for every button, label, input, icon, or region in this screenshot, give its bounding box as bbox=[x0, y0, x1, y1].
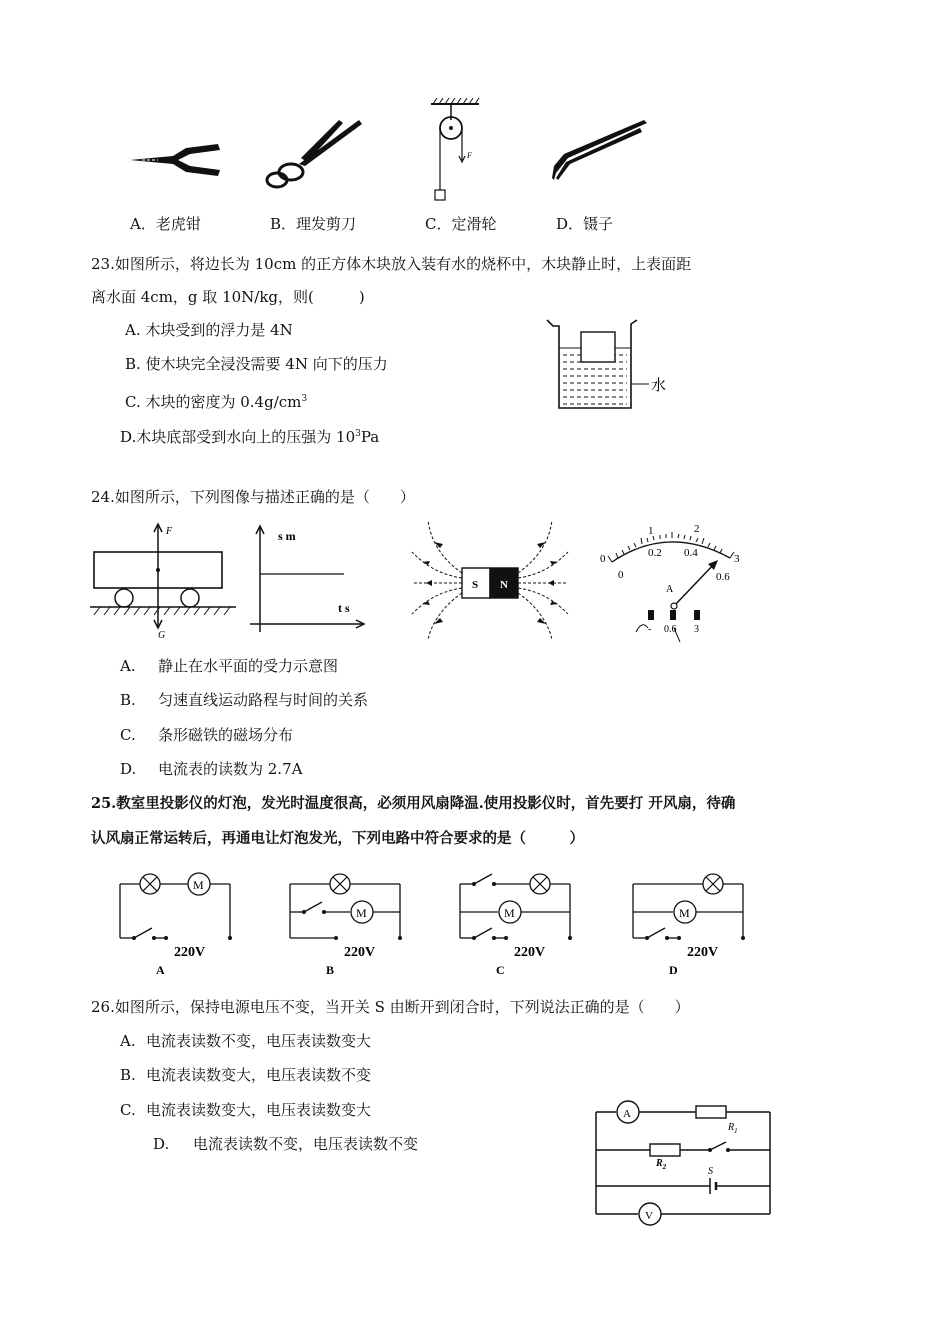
q23-stem-line1: 23.如图所示，将边长为 10cm 的正方体木块放入装有水的烧杯中，木块静止时，上表面距 bbox=[91, 255, 692, 273]
q26-option-d: D. 电流表读数不变，电压表读数不变 bbox=[153, 1135, 419, 1153]
q22-option-c: C．定滑轮 bbox=[425, 215, 497, 233]
inner-scale-0: 0 bbox=[618, 569, 624, 581]
motor-label: M bbox=[504, 906, 515, 920]
inner-scale-04: 0.4 bbox=[684, 547, 698, 559]
pliers-figure bbox=[128, 140, 223, 180]
voltage-label: 220V bbox=[174, 945, 206, 960]
circuit-label: C bbox=[496, 963, 505, 977]
q26-circuit-figure bbox=[590, 1100, 780, 1230]
inner-scale-06: 0.6 bbox=[716, 571, 730, 583]
beaker-figure bbox=[545, 318, 675, 413]
terminal-06: 0.6 bbox=[664, 624, 677, 635]
ammeter-dial-figure bbox=[598, 520, 748, 640]
voltage-label: 220V bbox=[687, 945, 719, 960]
ammeter-symbol: A bbox=[623, 1108, 631, 1120]
outer-scale-0: 0 bbox=[600, 553, 606, 565]
terminal-minus: - bbox=[648, 624, 652, 635]
magnet-n-label: N bbox=[500, 579, 508, 591]
circuit-a bbox=[112, 866, 242, 976]
cart-force-figure bbox=[88, 520, 238, 640]
q25-stem-line2: 认风扇正常运转后，再通电让灯泡发光，下列电路中符合要求的是（ ） bbox=[91, 830, 584, 847]
q26-option-b: B. 电流表读数变大，电压表读数不变 bbox=[120, 1066, 372, 1084]
q26-stem: 26.如图所示，保持电源电压不变，当开关 S 由断开到闭合时，下列说法正确的是（ ） bbox=[91, 998, 690, 1016]
q22-option-d: D．镊子 bbox=[556, 215, 614, 233]
force-f-label: F bbox=[166, 526, 173, 537]
q25-stem-line1: 25.教室里投影仪的灯泡，发光时温度很高，必须用风扇降温.使用投影仪时，首先要打 开风扇，待确 bbox=[91, 795, 736, 812]
r2-label: $R_2$ bbox=[656, 1158, 667, 1171]
circuit-label: B bbox=[326, 963, 335, 977]
s-axis-label: s m bbox=[278, 529, 296, 543]
circuit-label: D bbox=[669, 963, 678, 977]
pulley-force-label: F bbox=[467, 151, 472, 160]
q26-option-a: A. 电流表读数不变，电压表读数变大 bbox=[120, 1032, 372, 1050]
outer-scale-1: 1 bbox=[648, 525, 654, 537]
distance-time-graph bbox=[248, 522, 368, 637]
scissors-figure bbox=[263, 118, 363, 190]
terminal-3: 3 bbox=[694, 624, 699, 635]
bar-magnet-field-figure bbox=[410, 518, 570, 643]
q23-option-d: D.木块底部受到水向上的压强为 $10^3Pa$ bbox=[120, 428, 380, 446]
circuit-label: A bbox=[156, 963, 165, 977]
motor-label: M bbox=[679, 906, 690, 920]
q24-option-a: A. 静止在水平面的受力示意图 bbox=[120, 657, 339, 675]
q24-option-b: B. 匀速直线运动路程与时间的关系 bbox=[120, 691, 369, 709]
motor-label: M bbox=[193, 878, 204, 892]
q24-stem: 24.如图所示，下列图像与描述正确的是（ ） bbox=[91, 488, 415, 506]
t-axis-label: t s bbox=[338, 601, 350, 615]
magnet-s-label: S bbox=[472, 579, 479, 591]
q23-stem-line2: 离水面 4cm，g 取 10N/kg，则( ) bbox=[91, 288, 365, 306]
q23-option-b: B. 使木块完全浸没需要 4N 向下的压力 bbox=[125, 355, 388, 373]
voltage-label: 220V bbox=[514, 945, 546, 960]
q22-option-a: A．老虎钳 bbox=[130, 215, 201, 233]
pulley-figure bbox=[425, 98, 485, 208]
motor-label: M bbox=[356, 906, 367, 920]
voltage-label: 220V bbox=[344, 945, 376, 960]
q23-option-a: A. 木块受到的浮力是 4N bbox=[125, 321, 293, 339]
circuit-c bbox=[452, 866, 582, 976]
q24-option-c: C. 条形磁铁的磁场分布 bbox=[120, 726, 294, 744]
switch-s-label: S bbox=[708, 1166, 713, 1177]
outer-scale-3: 3 bbox=[734, 553, 740, 565]
q22-option-b: B．理发剪刀 bbox=[270, 215, 357, 233]
circuit-b bbox=[282, 866, 412, 976]
q26-option-c: C. 电流表读数变大，电压表读数变大 bbox=[120, 1101, 372, 1119]
meter-a-label: A bbox=[666, 584, 674, 595]
force-g-label: G bbox=[158, 630, 166, 641]
r1-label: $R_1$ bbox=[728, 1122, 738, 1135]
q24-option-d: D. 电流表的读数为 2.7A bbox=[120, 760, 303, 778]
q23-option-c: C. 木块的密度为 $0.4g/cm^3$ bbox=[125, 393, 308, 411]
outer-scale-2: 2 bbox=[694, 523, 700, 535]
tweezers-figure bbox=[548, 118, 648, 188]
circuit-d bbox=[625, 866, 755, 976]
inner-scale-02: 0.2 bbox=[648, 547, 662, 559]
voltmeter-symbol: V bbox=[645, 1210, 653, 1222]
water-label: 水 bbox=[651, 378, 667, 394]
